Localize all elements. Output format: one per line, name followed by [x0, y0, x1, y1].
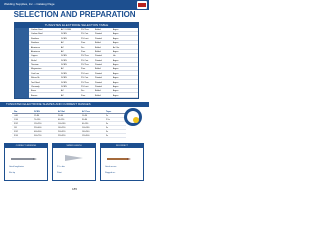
- table-cell: Cast Iron: [31, 72, 40, 75]
- panel-label: Grind across: [105, 166, 117, 168]
- selection-table-header: TUNGSTEN ELECTRODE SELECTION TABLE: [15, 23, 138, 28]
- table-cell: 250-400: [34, 127, 42, 129]
- table-cell: AC: [61, 42, 64, 45]
- table-cell: Pure: [81, 42, 86, 45]
- table-cell: AC: [61, 50, 64, 53]
- table-cell: DCEN: [61, 59, 67, 62]
- column-header: AC Bal.: [58, 111, 66, 113]
- table-cell: Balled: [95, 68, 101, 71]
- taper-wedge-icon: [65, 155, 83, 161]
- table-cell: DCEN: [61, 85, 67, 88]
- table-cell: 2% Thor.: [81, 81, 89, 84]
- panel-label: Ragged arc: [105, 172, 116, 174]
- table-cell: 2% Thor.: [81, 29, 89, 31]
- table-cell: 2.5x: [106, 119, 110, 121]
- panel-title: CORRECT GRINDING: [5, 144, 47, 148]
- tungsten-tip-icon: [127, 158, 131, 160]
- table-cell: 160-240: [82, 131, 90, 133]
- table-cell: DCEN: [61, 64, 67, 66]
- catalog-page: [0, 0, 149, 198]
- table-cell: 1/8: [14, 127, 17, 129]
- table-cell: Balled: [95, 42, 101, 45]
- table-cell: Carbon Steel: [31, 29, 43, 31]
- table-cell: Zirc.: [81, 46, 85, 49]
- table-cell: Ar / He: [113, 46, 120, 49]
- table-row: [29, 94, 138, 98]
- table-cell: 160-250: [58, 127, 66, 129]
- table-cell: AC: [61, 94, 64, 97]
- table-cell: Argon: [113, 29, 119, 31]
- table-cell: 60-120: [58, 119, 65, 121]
- table-row: [12, 131, 126, 134]
- table-cell: AC: [61, 90, 64, 93]
- table-cell: Magnesium: [31, 68, 42, 71]
- table-cell: Pointed: [95, 77, 102, 80]
- table-cell: Pointed: [95, 64, 102, 66]
- table-cell: Balled: [95, 94, 101, 97]
- table-cell: Argon: [113, 81, 119, 84]
- header-topline: Welding Supplies, Inc. • Catalog Page: [4, 2, 55, 6]
- table-cell: 15-80: [34, 115, 40, 117]
- table-cell: AC: [61, 46, 64, 49]
- table-cell: Bronze: [31, 94, 38, 97]
- table-cell: Pointed: [95, 37, 102, 40]
- table-cell: 5/32: [14, 131, 18, 133]
- table-cell: Argon: [113, 94, 119, 97]
- table-cell: 100-180: [82, 127, 90, 129]
- table-cell: 2% Ceri.: [81, 77, 89, 80]
- page-number: 185: [71, 187, 77, 191]
- table-cell: 500-750: [34, 135, 42, 137]
- table-cell: 3x: [106, 131, 109, 133]
- table-row: [12, 115, 126, 118]
- panel-taper-length: [52, 143, 96, 181]
- table-cell: Argon: [113, 68, 119, 71]
- panel-label: Grind lengthwise: [9, 166, 24, 168]
- tungsten-rod-icon: [107, 158, 127, 160]
- selection-table-side: [15, 28, 29, 98]
- table-cell: Pure: [81, 94, 86, 97]
- table-cell: Aluminum: [31, 46, 40, 49]
- table-cell: Argon: [113, 90, 119, 93]
- table-cell: Balled: [95, 29, 101, 31]
- quality-badge-icon: [124, 108, 142, 126]
- table-cell: Pointed: [95, 59, 102, 62]
- page-title: SELECTION AND PREPARATION: [13, 10, 136, 19]
- table-cell: 150-250: [34, 123, 42, 125]
- current-table: [12, 110, 126, 140]
- table-cell: DCEN: [61, 37, 67, 40]
- table-cell: Titanium: [31, 64, 39, 66]
- table-cell: Pointed: [95, 85, 102, 88]
- current-table-header: [12, 110, 126, 114]
- table-cell: Balled: [95, 46, 101, 49]
- table-cell: Pointed: [95, 81, 102, 84]
- table-cell: 2% Thor.: [81, 55, 89, 58]
- table-cell: Copper: [31, 55, 38, 58]
- table-cell: Pointed: [95, 72, 102, 75]
- table-cell: 30-80: [82, 119, 88, 121]
- table-cell: 2% Ceri.: [81, 33, 89, 36]
- table-cell: 290-390: [58, 135, 66, 137]
- table-cell: Pointed: [95, 33, 102, 36]
- panel-correct-grinding: [4, 143, 48, 181]
- table-cell: Balled: [95, 90, 101, 93]
- panel-title: INCORRECT: [101, 144, 143, 148]
- table-cell: Balled: [95, 50, 101, 53]
- table-cell: 1/16: [14, 119, 18, 121]
- table-cell: Silicon Br.: [31, 77, 40, 80]
- table-cell: AC / DCEN: [61, 29, 72, 31]
- table-cell: 10-30: [82, 115, 88, 117]
- table-cell: Argon: [113, 50, 119, 53]
- panel-label: 2.5 x dia.: [57, 166, 66, 168]
- table-cell: 3x: [106, 127, 109, 129]
- table-cell: Stainless: [31, 42, 40, 45]
- top-header-bar: [0, 0, 149, 10]
- table-cell: 100-180: [58, 123, 66, 125]
- table-cell: Nickel: [31, 59, 37, 62]
- table-cell: Stainless: [31, 37, 40, 40]
- table-row: [12, 127, 126, 130]
- table-cell: Carbon Steel: [31, 33, 43, 36]
- section-band-text: TUNGSTEN ELECTRODE SHAPES AND CURRENT RANGES: [6, 102, 91, 106]
- table-cell: 2% Lant.: [81, 85, 89, 88]
- table-cell: Chromoly: [31, 85, 40, 88]
- table-cell: 2% Thor.: [81, 64, 89, 66]
- brand-logo: [137, 1, 147, 9]
- table-cell: 200-320: [58, 131, 66, 133]
- section-band: [0, 102, 149, 107]
- table-row: [12, 123, 126, 126]
- column-header: DCEN: [34, 111, 40, 113]
- table-cell: 2% Lant.: [81, 72, 89, 75]
- tungsten-tip-icon: [33, 158, 37, 160]
- selection-table: [14, 22, 139, 99]
- table-cell: DCEN: [61, 72, 67, 75]
- column-header: Dia.: [14, 111, 18, 113]
- table-cell: Aluminum: [31, 50, 40, 53]
- table-cell: Argon: [113, 64, 119, 66]
- table-cell: 2% Lant.: [81, 37, 89, 40]
- table-cell: 3/16: [14, 135, 18, 137]
- table-cell: Argon: [113, 42, 119, 45]
- table-row: [12, 135, 126, 138]
- column-header: AC Pure: [82, 111, 90, 113]
- table-cell: 2% Ceri.: [81, 59, 89, 62]
- table-cell: 70-150: [34, 119, 41, 121]
- table-cell: 20-60: [58, 115, 64, 117]
- table-cell: Argon: [113, 33, 119, 36]
- table-cell: 3x: [106, 123, 109, 125]
- table-cell: 3/32: [14, 123, 18, 125]
- table-cell: Argon: [113, 59, 119, 62]
- table-cell: 2x: [106, 115, 109, 117]
- panel-label: Flat tip: [9, 172, 16, 174]
- table-cell: Argon: [113, 85, 119, 88]
- table-cell: Brass: [31, 90, 37, 93]
- table-cell: DCEN: [61, 77, 67, 80]
- panel-incorrect: [100, 143, 144, 181]
- table-cell: DCEN: [61, 33, 67, 36]
- table-cell: Pure: [81, 68, 86, 71]
- panel-label: Point: [57, 172, 62, 174]
- table-cell: 3x: [106, 135, 109, 137]
- table-cell: He: [113, 55, 116, 58]
- table-row: [12, 119, 126, 122]
- table-cell: 400-500: [34, 131, 42, 133]
- table-cell: Zirc.: [81, 90, 85, 93]
- table-cell: DCEN: [61, 81, 67, 84]
- table-cell: Tool Steel: [31, 81, 40, 84]
- tungsten-rod-icon: [11, 158, 33, 160]
- table-cell: 60-130: [82, 123, 89, 125]
- table-cell: Argon: [113, 77, 119, 80]
- table-cell: Pure: [81, 50, 86, 53]
- logo-flag-icon: [138, 3, 146, 7]
- table-cell: AC: [61, 68, 64, 71]
- table-cell: Argon: [113, 37, 119, 40]
- table-cell: .040: [14, 115, 18, 117]
- table-cell: Argon: [113, 72, 119, 75]
- table-cell: 190-300: [82, 135, 90, 137]
- panel-title: TAPER LENGTH: [53, 144, 95, 148]
- table-cell: DCEN: [61, 55, 67, 58]
- column-header: Taper: [106, 111, 112, 113]
- table-cell: Pointed: [95, 55, 102, 58]
